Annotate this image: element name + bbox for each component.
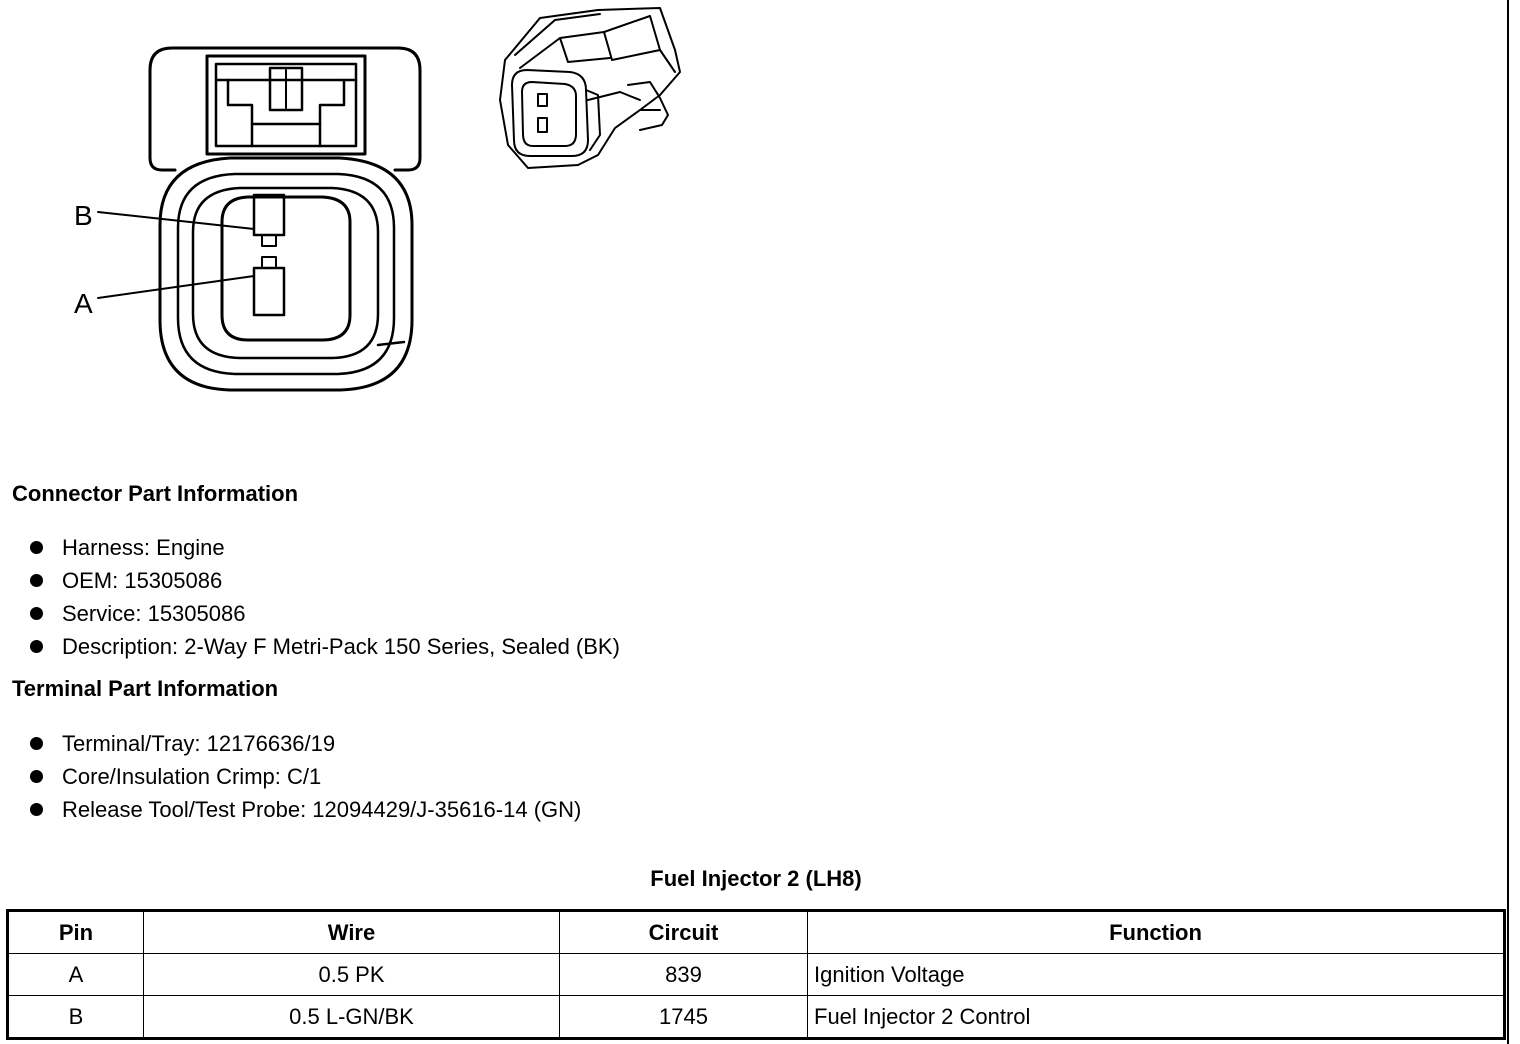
connector-info-list xyxy=(30,531,620,663)
function-cell: Ignition Voltage xyxy=(808,954,1505,996)
list-item: OEM: 15305086 xyxy=(30,564,620,597)
bullet-icon xyxy=(30,541,43,554)
pin-label-b: B xyxy=(74,200,93,231)
column-header-circuit: Circuit xyxy=(560,911,808,954)
pin-label-a: A xyxy=(74,288,93,319)
bullet-icon xyxy=(30,737,43,750)
connector-info-title: Connector Part Information xyxy=(12,481,299,506)
list-item: Core/Insulation Crimp: C/1 xyxy=(30,760,581,793)
bullet-icon xyxy=(30,607,43,620)
terminal-info-title: Terminal Part Information xyxy=(12,676,279,701)
wire-cell: 0.5 PK xyxy=(144,954,560,996)
list-item: Description: 2-Way F Metri-Pack 150 Series, Sealed (BK) xyxy=(30,630,620,663)
connector-diagram xyxy=(0,0,720,420)
table-row xyxy=(8,954,1505,996)
pin-table xyxy=(6,909,1506,1040)
pin-cell: B xyxy=(8,996,144,1039)
bullet-icon xyxy=(30,574,43,587)
bullet-icon xyxy=(30,803,43,816)
pin-b-leader xyxy=(98,212,254,229)
table-header-row xyxy=(8,911,1505,954)
circuit-cell: 839 xyxy=(560,954,808,996)
bullet-icon xyxy=(30,640,43,653)
connector-latch-housing xyxy=(150,48,420,170)
bullet-icon xyxy=(30,770,43,783)
list-item: Terminal/Tray: 12176636/19 xyxy=(30,727,581,760)
list-item: Release Tool/Test Probe: 12094429/J-35616-14 (GN) xyxy=(30,793,581,826)
pin-a-leader xyxy=(98,276,254,298)
terminal-info-list xyxy=(30,727,581,826)
table-row xyxy=(8,996,1505,1039)
wire-cell: 0.5 L-GN/BK xyxy=(144,996,560,1039)
function-cell: Fuel Injector 2 Control xyxy=(808,996,1505,1039)
list-item: Service: 15305086 xyxy=(30,597,620,630)
pin-table-title: Fuel Injector 2 (LH8) xyxy=(650,866,862,891)
list-item: Harness: Engine xyxy=(30,531,620,564)
connector-body xyxy=(160,158,412,390)
column-header-function: Function xyxy=(808,911,1505,954)
pin-cavities xyxy=(254,195,284,315)
connector-perspective-view xyxy=(500,8,680,168)
column-header-wire: Wire xyxy=(144,911,560,954)
column-header-pin: Pin xyxy=(8,911,144,954)
circuit-cell: 1745 xyxy=(560,996,808,1039)
pin-cell: A xyxy=(8,954,144,996)
